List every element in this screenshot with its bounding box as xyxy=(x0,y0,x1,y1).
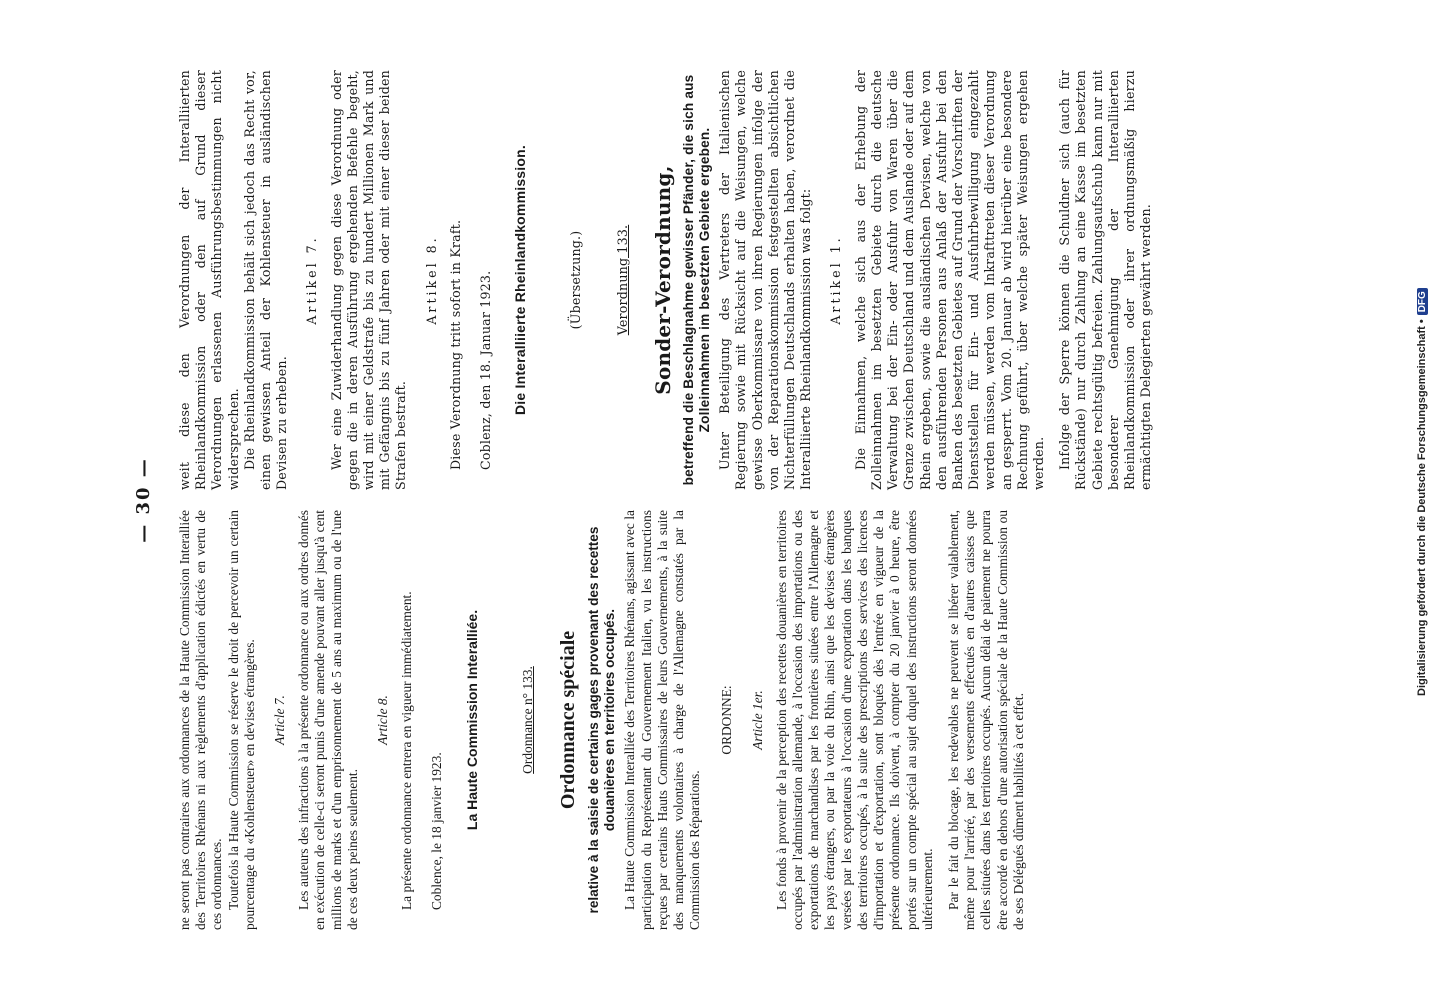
de-article-1-title: Artikel 1. xyxy=(828,235,844,325)
de-signature: Die Interalliierte Rheinlandkommission. xyxy=(512,145,529,415)
de-ordinance-number: Verordnung 133. xyxy=(614,224,630,336)
dfg-logo: DFG xyxy=(1417,288,1428,315)
fr-ordonne: ORDONNE: xyxy=(719,685,735,755)
fr-final-paragraph: Par le fait du blocage, les redevables ne peuvent se libérer valablement, même pour l'arriéré, par des versements effectués en d'autres caisses que celles situées dans les territoires occupés. Aucun délai de paiement ne pourra être accordé en dehors d'une autorisation spéciale de la Haute Commission ou de ses Délégués dûment habilités à cet effet. xyxy=(945,510,1026,930)
de-paragraph-1: weit diese den Verordnungen der Interalliierten Rheinlandkommission oder den auf Grund dieser Verordnungen erlassenen Ausführungsbestimmungen nicht widersprechen. xyxy=(177,70,241,490)
de-ordinance-title: Sonder-Verordnung, xyxy=(650,165,675,395)
fr-date: Coblence, le 18 janvier 1923. xyxy=(429,752,445,910)
de-ordinance-subtitle: betreffend die Beschlagnahme gewisser Pfänder, die sich aus Zolleinnahmen im besetzten Gebiete ergeben. xyxy=(680,74,713,486)
rotated-document-sheet xyxy=(97,60,1337,940)
fr-paragraph-2: Toutefois la Haute Commission se réserve le droit de percevoir un certain pourcentage du «Kohlensteuer» en devises étrangères. xyxy=(225,510,257,930)
fr-ordinance-subtitle: relative à la saisie de certains gages provenant des recettes douanières en territoires occupés. xyxy=(586,526,618,914)
fr-article-1-text: Les fonds à provenir de la perception des recettes douanières en territoires occupés par l'administration allemande, à l'occasion des importations ou des exportations de marchandises par les frontières situées entre l'Allemagne et les pays étrangers, ou par la voie du Rhin, ainsi que les devises étrangères versées par les exportateurs à l'occasion d'une exportation dans les banques des territoires occupés, à la suite des prescriptions des services des licences d'importation et d'exportation, sont bloqués dès l'entrée en vigueur de la présente ordonnance. Ils doivent, à compter du 20 janvier à 0 heure, être portés sur un compte spécial au sujet duquel des instructions seront données ultérieurement. xyxy=(773,510,935,930)
de-article-7-text: Wer eine Zuwiderhandlung gegen diese Verordnung oder gegen die in deren Ausführung ergehenden Befehle begeht, wird mit einer Geldstrafe bis zu hundert Millionen Mark und mit Gefängnis bis zu fünf Jahren oder mit einer dieser beiden Strafen bestraft. xyxy=(328,70,409,490)
fr-article-8-text: La présente ordonnance entrera en vigueur immédiatement. xyxy=(399,591,415,910)
de-article-8-text: Diese Verordnung tritt sofort in Kraft. xyxy=(447,219,463,470)
de-translation-note: (Übersetzung.) xyxy=(568,230,584,330)
de-preamble: Unter Beteiligung des Vertreters der Italienischen Regierung sowie mit Rücksicht auf die Weisungen, welche gewisse Oberkommissare von ihren Regierungen infolge der von der Reparationskommission festgestellten absichtlichen Nichterfüllungen Deutschlands erhalten haben, verordnet die Interalliierte Rheinlandkommission was folgt: xyxy=(717,70,814,490)
fr-article-1-title: Article 1er. xyxy=(749,690,765,750)
de-paragraph-2: Die Rheinlandkommission behält sich jedoch das Recht vor, einen gewissen Anteil der Kohlensteuer in ausländischen Devisen zu erheben. xyxy=(241,70,290,490)
de-final-paragraph: Infolge der Sperre können die Schuldner sich (auch für Rückstände) nur durch Zahlung an eine Kasse im besetzten Gebiete rechtsgültig befreien. Zahlungsaufschub kann nur mit besonderer Genehmigung der Interalliierten Rheinlandkommission oder ihrer ordnungsmäßig hierzu ermächtigten Delegierten gewährt werden. xyxy=(1057,70,1154,490)
de-article-8-title: Artikel 8. xyxy=(423,235,439,325)
fr-article-8-title: Article 8. xyxy=(375,695,391,745)
fr-article-7-title: Article 7. xyxy=(272,695,288,745)
fr-preamble: La Haute Commission Interalliée des Territoires Rhénans, agissant avec la participation du Représentant du Gouvernement Italien, vu les instructions reçues par certains Hauts Commissaires de leurs Gouvernements, à la suite des manquements volontaires à charge de l'Allemagne constatés par la Commission des Réparations. xyxy=(622,510,703,930)
french-column xyxy=(177,510,1027,930)
page-number: — 30 — xyxy=(133,457,154,543)
de-article-1-text: Die Einnahmen, welche sich aus der Erhebung der Zolleinnahmen im besetzten Gebiete durch die deutsche Verwaltung bei der Ein- oder Ausfuhr von Waren über die Grenze zwischen Deutschland und dem Auslande oder auf dem Rhein ergeben, sowie die ausländischen Devisen, welche von den ausführenden Personen aus Anlaß der Ausfuhr bei den Banken des besetzten Gebietes auf Grund der Vorschriften der Dienststellen für Ein- und Ausfuhrbewilligung eingezahlt werden müssen, werden vom Inkrafttreten dieser Verordnung an gesperrt. Vom 20. Januar ab wird hierüber eine besondere Rechnung geführt, über welche später Weisungen ergehen werden. xyxy=(852,70,1046,490)
de-article-7-title: Artikel 7. xyxy=(304,235,320,325)
fr-signature: La Haute Commission Interalliée. xyxy=(463,609,480,831)
fr-paragraph-1: ne seront pas contraires aux ordonnances de la Haute Commission Interalliée des Territoires Rhénans ni aux règlements d'application édictés en vertu de ces ordonnances. xyxy=(177,510,225,930)
digitization-credit-text: Digitalisierung gefördert durch die Deutsche Forschungsgemeinschaft • xyxy=(1416,319,1428,696)
digitization-credit xyxy=(1416,291,1428,696)
fr-ordinance-title: Ordonnance spéciale xyxy=(557,630,580,810)
fr-ordinance-number: Ordonnance n° 133. xyxy=(519,666,535,774)
de-date: Coblenz, den 18. Januar 1923. xyxy=(478,270,494,470)
fr-article-7-text: Les auteurs des infractions à la présente ordonnance ou aux ordres donnés en exécution de celle-ci seront punis d'une amende pouvant aller jusqu'à cent millions de marks et d'un emprisonnement de 5 ans au maximum ou de l'une de ces deux peines seulement. xyxy=(296,510,360,930)
german-column xyxy=(177,70,1154,490)
